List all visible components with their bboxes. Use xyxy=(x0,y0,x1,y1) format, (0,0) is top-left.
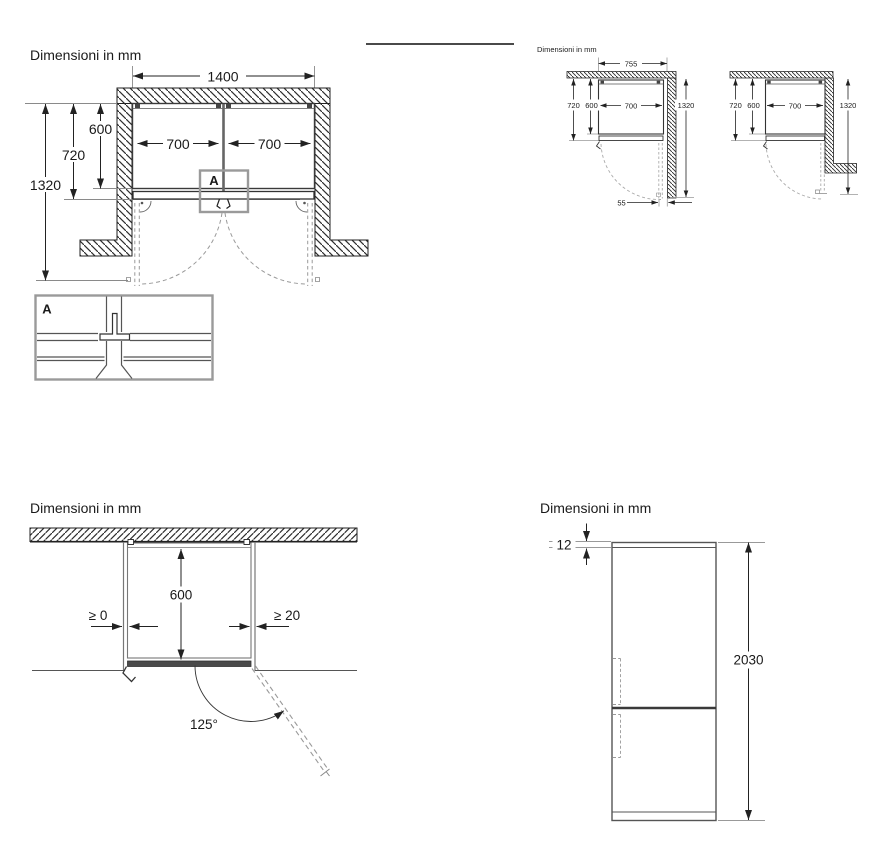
diagram-right-wall-flush xyxy=(710,40,891,220)
dim-label-600: 600 xyxy=(169,587,193,603)
door-swing-arc xyxy=(195,666,284,722)
dim-label-600: 600 xyxy=(585,100,598,110)
door-band xyxy=(133,192,314,200)
diagram-front-elevation xyxy=(530,495,870,860)
ceiling-wall-hatched xyxy=(30,528,357,542)
title-alcove: Dimensioni in mm xyxy=(30,500,142,516)
title-right-wall-gap: Dimensioni in mm xyxy=(537,45,597,54)
hinge-dot-right xyxy=(303,202,306,205)
dim-label-600: 600 xyxy=(747,100,760,110)
dim-label-720: 720 xyxy=(567,100,580,110)
diagram-alcove-door-swing xyxy=(20,495,440,825)
open-door-dashed xyxy=(659,143,663,199)
center-hinge-marks xyxy=(217,199,230,209)
title-front-view: Dimensioni in mm xyxy=(540,500,652,516)
dim-label-720: 720 xyxy=(729,100,742,110)
dim-label-1320: 1320 xyxy=(677,100,695,110)
open-door-dashed xyxy=(135,203,312,286)
diagram-right-wall-gap xyxy=(530,40,710,220)
door-band xyxy=(599,136,663,141)
door-angle-label: 125° xyxy=(190,717,218,732)
hinge-hook xyxy=(764,142,768,150)
dim-label-1320: 1320 xyxy=(29,177,62,193)
hinge-hook xyxy=(597,142,601,150)
dim-label-12: 12 xyxy=(556,537,572,553)
open-door-end-mark xyxy=(816,190,828,194)
dim-label-755: 755 xyxy=(624,59,638,69)
hinge-hook xyxy=(123,667,136,682)
open-door-dashed xyxy=(821,143,825,192)
hinge-dot-left xyxy=(141,202,144,205)
open-door-end-mark xyxy=(321,769,330,776)
open-door-end-marks xyxy=(127,278,320,282)
dim-label-1320: 1320 xyxy=(839,100,857,110)
open-door-dashed xyxy=(252,666,329,773)
dim-label-55: 55 xyxy=(617,198,626,208)
dim-label-700: 700 xyxy=(624,101,638,111)
center-divider xyxy=(222,104,225,200)
dim-label-1400: 1400 xyxy=(207,68,239,85)
dim-label-700: 700 xyxy=(788,101,802,111)
dim-label-600: 600 xyxy=(88,121,113,137)
detail-callout-label: A xyxy=(209,173,219,188)
dim-label-700-right: 700 xyxy=(257,136,282,152)
dim-label-700-left: 700 xyxy=(166,136,190,152)
corner-hinge-arcs xyxy=(140,201,307,212)
door-swing-arc xyxy=(601,144,661,200)
door-swing-arc xyxy=(766,144,823,199)
clearance-label-right: ≥ 20 xyxy=(273,608,301,623)
door-band xyxy=(128,661,252,667)
door-band xyxy=(766,136,825,141)
dim-label-2030: 2030 xyxy=(733,652,764,668)
clearance-label-left: ≥ 0 xyxy=(88,608,108,623)
dim-label-720: 720 xyxy=(61,147,86,163)
title-double-niche: Dimensioni in mm xyxy=(30,47,142,63)
door-swing-arcs xyxy=(141,213,307,284)
diagram-double-niche-top-view xyxy=(20,45,390,295)
fridge-outline xyxy=(612,543,716,821)
detail-a-label: A xyxy=(42,301,52,317)
detail-a-enlarged xyxy=(30,290,220,385)
